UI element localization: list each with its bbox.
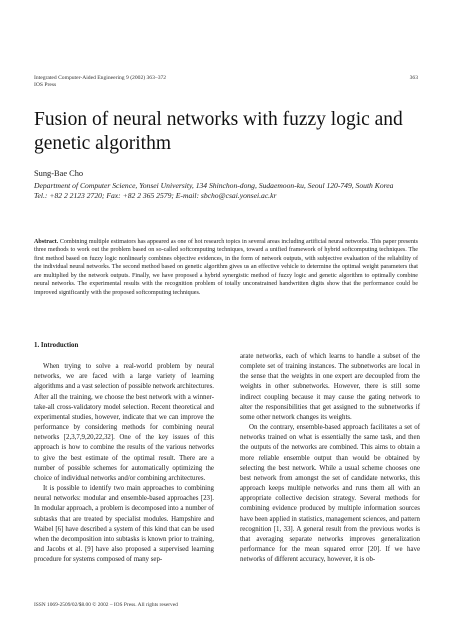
copyright-footer: ISSN 1069-2509/02/$8.00 © 2002 – IOS Press. All rights reserved xyxy=(34,602,178,608)
affiliation-contact: Tel.: +82 2 2123 2720; Fax: +82 2 365 2579; E-mail: sbcho@csai.yonsei.ac.kr xyxy=(34,191,277,200)
body-paragraph: arate networks, each of which learns to handle a subset of the complete set of training instances. The subnetworks are local in the sense that the weights in one expert are decoupled from the weights in other subnetworks. However, there is still some indirect coupling because it may cause the gating network to alter the responsibilities that get assigned to the subnetworks if some other network changes its weights. xyxy=(240,353,420,421)
page-number: 363 xyxy=(409,75,418,81)
author-affiliation xyxy=(34,181,418,201)
abstract xyxy=(34,238,418,297)
running-header xyxy=(34,75,418,89)
section-heading: 1. Introduction xyxy=(34,342,79,349)
author-name: Sung-Bae Cho xyxy=(34,169,84,178)
right-column xyxy=(240,352,420,565)
body-paragraph: When trying to solve a real-world problem by neural networks, we are faced with a large variety of learning algorithms and a vast selection of possible network architectures. After all the training, we choose the best network with a winner-take-all cross-validatory model selection. Recent theoretical and experimental studies, however, indicate that we can improve the performance by considering methods for combining neural networks [2,3,7,9,20,22,32]. One of the key issues of this approach is how to combine the results of the various networks to give the best estimate of the optimal result. There are a number of possible schemes for automatically optimizing the choice of individual networks and/or combining architectures. xyxy=(34,363,214,482)
paper-title: Fusion of neural networks with fuzzy logic and genetic algorithm xyxy=(34,109,403,154)
publisher-name: IOS Press xyxy=(34,82,57,88)
body-paragraph: It is possible to identify two main approaches to combining neural networks: modular and ensemble-based approaches [23]. In modular approach, a problem is decomposed into a number of subtasks that are treated by specialist modules. Hampshire and Waibel [6] have described a system of this kind that can be used when the decomposition into subtasks is known prior to training, and Jacobs et al. [9] have also proposed a supervised learning procedure for systems composed of many sep- xyxy=(34,485,214,564)
left-column xyxy=(34,341,214,565)
abstract-text: Combining multiple estimators has appeared as one of hot research topics in several areas including artificial neural networks. This paper presents three methods to work out the problem based on so-called softcomputing techniques, toward a unified framework of hybrid softcomputing techniques. The first method based on fuzzy logic nonlinearly combines objective evidences, in the form of network outputs, with subjective evaluation of the reliability of the individual neural networks. The second method based on genetic algorithm gives us an effective vehicle to determine the optimal weight parameters that are multiplied by the network outputs. Finally, we have proposed a hybrid synergistic method of fuzzy logic and genetic algorithm to optimally combine neural networks. The experimental results with the recognition problem of totally unconstrained handwritten digits show that the performance could be improved significantly with the proposed softcomputing techniques. xyxy=(34,239,418,296)
affiliation-address: Department of Computer Science, Yonsei University, 134 Shinchon-dong, Sudaemoon-ku, Seoul 120-749, South Korea xyxy=(34,181,394,190)
body-paragraph: On the contrary, ensemble-based approach facilitates a set of networks trained on what is essentially the same task, and then the outputs of the networks are combined. This aims to obtain a more reliable ensemble output than would be obtained by selecting the best network. While a usual scheme chooses one best network from amongst the set of candidate networks, this approach keeps multiple networks and runs them all with an appropriate collective decision strategy. Several methods for combining evidence produced by multiple information sources have been applied in statistics, management sciences, and pattern recognition [1, 33]. A general result from the previous works is that averaging separate networks improves generalization performance for the mean squared error [20]. If we have networks of different accuracy, however, it is ob- xyxy=(240,424,420,564)
abstract-label: Abstract. xyxy=(34,239,59,245)
journal-citation: Integrated Computer-Aided Engineering 9 (2002) 363–372 xyxy=(34,75,167,81)
